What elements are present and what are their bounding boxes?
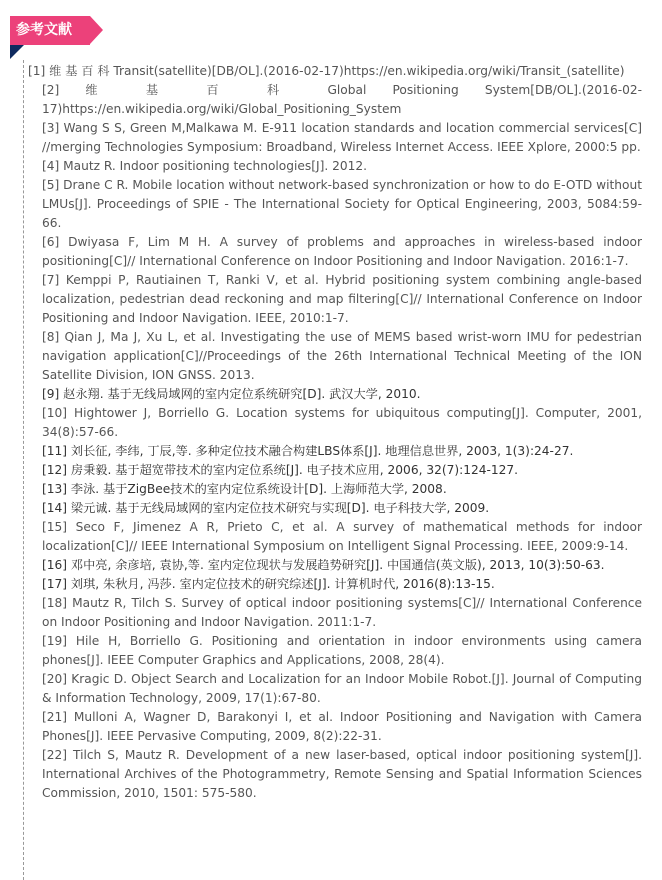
tag-fold-decoration	[10, 45, 24, 59]
reference-item: [3] Wang S S, Green M,Malkawa M. E-911 location standards and location commercial services[C] //merging Technologies Symposium: Broadband, Wireless Internet Access. IEEE Xplore, 2000:5 pp.	[42, 121, 642, 154]
reference-item: [17] 刘琪, 朱秋月, 冯莎. 室内定位技术的研究综述[J]. 计算机时代, 2016(8):13-15.	[42, 577, 495, 591]
reference-list	[28, 62, 642, 803]
reference-item: [8] Qian J, Ma J, Xu L, et al. Investigating the use of MEMS based wrist-worn IMU for pedestrian navigation application[C]//Proceedings of the 26th International Technical Meeting of the ION Satellite Division, ION GNSS. 2013.	[42, 330, 642, 382]
reference-item: [18] Mautz R, Tilch S. Survey of optical indoor positioning systems[C]// International Conference on Indoor Positioning and Indoor Navigation. 2011:1-7.	[42, 596, 642, 629]
reference-item: [6] Dwiyasa F, Lim M H. A survey of problems and approaches in wireless-based indoor positioning[C]// International Conference on Indoor Positioning and Indoor Navigation. 2016:1-7.	[42, 235, 642, 268]
reference-item: [9] 赵永翔. 基于无线局域网的室内定位系统研究[D]. 武汉大学, 2010.	[42, 387, 421, 401]
reference-item: [12] 房秉毅. 基于超宽带技术的室内定位系统[J]. 电子技术应用, 2006, 32(7):124-127.	[42, 463, 518, 477]
reference-item: [5] Drane C R. Mobile location without network-based synchronization or how to do E-OTD without LMUs[J]. Proceedings of SPIE - The International Society for Optical Engineering, 2003, 5084:59-66.	[42, 178, 642, 230]
section-title-tag: 参考文献	[10, 16, 90, 45]
reference-item: [20] Kragic D. Object Search and Localization for an Indoor Mobile Robot.[J]. Journal of Computing & Information Technology, 2009, 17(1):67-80.	[42, 672, 642, 705]
reference-item: [19] Hile H, Borriello G. Positioning and orientation in indoor environments using camera phones[J]. IEEE Computer Graphics and Applications, 2008, 28(4).	[42, 634, 642, 667]
reference-item: [14] 梁元诚. 基于无线局域网的室内定位技术研究与实现[D]. 电子科技大学, 2009.	[42, 501, 490, 515]
reference-item: [11] 刘长征, 李纬, 丁辰,等. 多种定位技术融合构建LBS体系[J]. 地理信息世界, 2003, 1(3):24-27.	[42, 444, 574, 458]
reference-item: [2] 维 基 百 科 Global Positioning System[DB/OL].(2016-02-17)https://en.wikipedia.org/wiki/Global_Positioning_System	[42, 83, 642, 116]
reference-item: [15] Seco F, Jimenez A R, Prieto C, et al. A survey of mathematical methods for indoor localization[C]// IEEE International Symposium on Intelligent Signal Processing. IEEE, 2009:9-14.	[42, 520, 642, 553]
reference-item: [16] 邓中亮, 余彦培, 袁协,等. 室内定位现状与发展趋势研究[J]. 中国通信(英文版), 2013, 10(3):50-63.	[42, 558, 605, 572]
reference-item: [7] Kemppi P, Rautiainen T, Ranki V, et al. Hybrid positioning system combining angle-based localization, pedestrian dead reckoning and map filtering[C]// International Conference on Indoor Positioning and Indoor Navigation. IEEE, 2010:1-7.	[42, 273, 642, 325]
dashed-guide-line	[23, 60, 24, 880]
reference-item: [13] 李泳. 基于ZigBee技术的室内定位系统设计[D]. 上海师范大学, 2008.	[42, 482, 447, 496]
reference-item: [21] Mulloni A, Wagner D, Barakonyi I, et al. Indoor Positioning and Navigation with Camera Phones[J]. IEEE Pervasive Computing, 2009, 8(2):22-31.	[42, 710, 642, 743]
reference-item: [4] Mautz R. Indoor positioning technologies[J]. 2012.	[42, 159, 367, 173]
reference-item: [10] Hightower J, Borriello G. Location systems for ubiquitous computing[J]. Computer, 2001, 34(8):57-66.	[42, 406, 642, 439]
reference-item: [22] Tilch S, Mautz R. Development of a new laser-based, optical indoor positioning system[J]. International Archives of the Photogrammetry, Remote Sensing and Spatial Information Sciences Commission, 2010, 1501: 575-580.	[42, 748, 642, 800]
reference-item: [1] 维 基 百 科 Transit(satellite)[DB/OL].(2016-02-17)https://en.wikipedia.org/wiki/Transit_(satellite)	[28, 64, 625, 78]
